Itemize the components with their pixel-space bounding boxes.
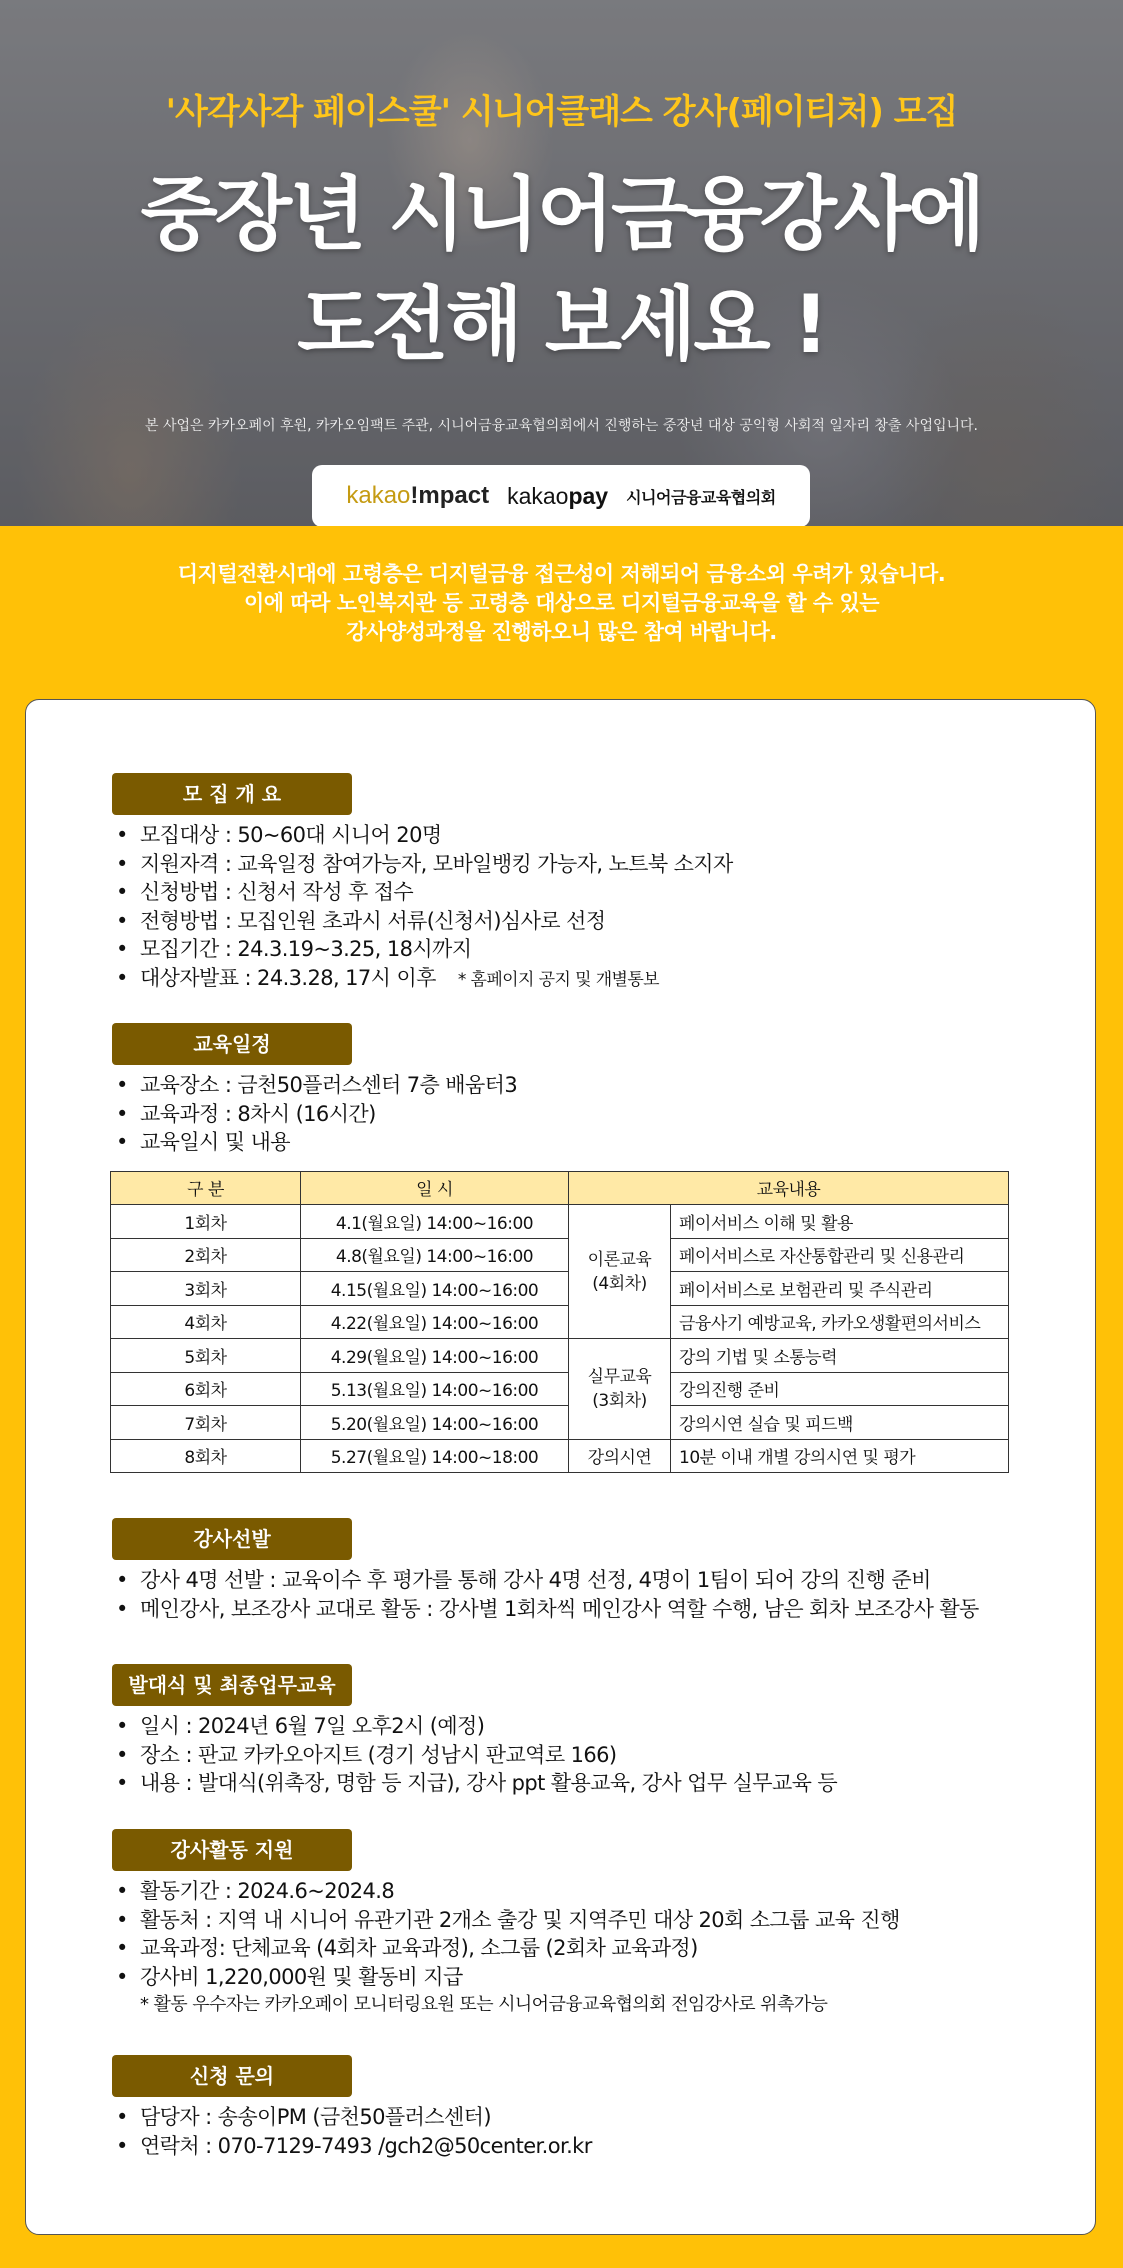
list-item: • 교육과정: 단체교육 (4회차 교육과정), 소그룹 (2회차 교육과정) (112, 1934, 900, 1963)
round-cell: 7회차 (111, 1406, 301, 1440)
group-cell: 실무교육 (3회차) (569, 1339, 671, 1440)
list-item: • 활동처 : 지역 내 시니어 유관기관 2개소 출강 및 지역주민 대상 20회 소그룹 교육 진행 (112, 1906, 900, 1935)
schedule-list (112, 1071, 1009, 1157)
intro-line: 이에 따라 노인복지관 등 고령층 대상으로 디지털금융교육을 할 수 있는 (243, 591, 880, 615)
list-item: • 담당자 : 송송이PM (금천50플러스센터) (112, 2103, 592, 2132)
group-cell: 강의시연 (569, 1439, 671, 1473)
date-cell: 5.13(월요일) 14:00~16:00 (301, 1372, 569, 1406)
round-cell: 6회차 (111, 1372, 301, 1406)
list-item: • 전형방법 : 모집인원 초과시 서류(신청서)심사로 선정 (112, 907, 733, 936)
content-cell: 금융사기 예방교육, 카카오생활편의서비스 (671, 1305, 1009, 1339)
content-cell: 강의진행 준비 (671, 1372, 1009, 1406)
section-badge: 강사활동 지원 (112, 1829, 352, 1871)
table-row (111, 1406, 1009, 1440)
round-cell: 2회차 (111, 1238, 301, 1272)
date-cell: 4.29(월요일) 14:00~16:00 (301, 1339, 569, 1373)
schedule-section (112, 1023, 1009, 1473)
table-row (111, 1205, 1009, 1239)
date-cell: 4.1(월요일) 14:00~16:00 (301, 1205, 569, 1239)
support-note: * 활동 우수자는 카카오페이 모니터링요원 또는 시니어금융교육협의회 전임강사로 위촉가능 (140, 1994, 828, 2015)
list-item: • 모집대상 : 50~60대 시니어 20명 (112, 821, 733, 850)
section-badge: 강사선발 (112, 1518, 352, 1560)
section-badge: 모 집 개 요 (112, 773, 352, 815)
list-item: • 대상자발표 : 24.3.28, 17시 이후 * 홈페이지 공지 및 개별통보 (112, 964, 733, 995)
date-cell: 4.22(월요일) 14:00~16:00 (301, 1305, 569, 1339)
contact-section (112, 2055, 592, 2160)
recruit-section (112, 773, 733, 994)
list-item: • 교육장소 : 금천50플러스센터 7층 배움터3 (112, 1071, 1009, 1100)
section-badge: 신청 문의 (112, 2055, 352, 2097)
list-item: • 일시 : 2024년 6월 7일 오후2시 (예정) (112, 1712, 837, 1741)
recruit-list (112, 821, 733, 994)
sponsor-logos (312, 465, 810, 526)
table-row (111, 1339, 1009, 1373)
association-logo: 시니어금융교육협의회 (626, 487, 776, 507)
launch-section (112, 1664, 837, 1798)
list-item: • 지원자격 : 교육일정 참여가능자, 모바일뱅킹 가능자, 노트북 소지자 (112, 850, 733, 879)
hero-sub-title: '사각사각 페이스쿨' 시니어클래스 강사(페이티처) 모집 (165, 92, 958, 132)
hero-title (0, 160, 1123, 380)
list-item: • 장소 : 판교 카카오아지트 (경기 성남시 판교역로 166) (112, 1741, 837, 1770)
section-badge: 발대식 및 최종업무교육 (112, 1664, 352, 1706)
table-header: 일 시 (301, 1171, 569, 1205)
support-section (112, 1829, 900, 2019)
list-item: • 교육과정 : 8차시 (16시간) (112, 1100, 1009, 1129)
schedule-table (110, 1171, 1009, 1474)
list-item: • 교육일시 및 내용 (112, 1128, 1009, 1157)
list-item: • 강사비 1,220,000원 및 활동비 지급 (112, 1963, 900, 1992)
list-item: • 내용 : 발대식(위촉장, 명함 등 지급), 강사 ppt 활용교육, 강사 업무 실무교육 등 (112, 1769, 837, 1798)
list-item: • 강사 4명 선발 : 교육이수 후 평가를 통해 강사 4명 선정, 4명이 1팀이 되어 강의 진행 준비 (112, 1566, 979, 1595)
kakao-impact-logo: kakao!mpact (346, 482, 490, 509)
content-cell: 페이서비스로 자산통합관리 및 신용관리 (671, 1238, 1009, 1272)
round-cell: 3회차 (111, 1272, 301, 1306)
section-badge: 교육일정 (112, 1023, 352, 1065)
round-cell: 1회차 (111, 1205, 301, 1239)
round-cell: 8회차 (111, 1439, 301, 1473)
content-cell: 페이서비스로 보험관리 및 주식관리 (671, 1272, 1009, 1306)
hero-banner (0, 0, 1123, 526)
selection-list (112, 1566, 979, 1623)
table-row (111, 1272, 1009, 1306)
list-item: • 연락처 : 070-7129-7493 /gch2@50center.or.kr (112, 2132, 592, 2161)
kakaopay-logo: kakaopay (507, 482, 609, 509)
content-cell: 강의 기법 및 소통능력 (671, 1339, 1009, 1373)
round-cell: 4회차 (111, 1305, 301, 1339)
intro-line: 디지털전환시대에 고령층은 디지털금융 접근성이 저해되어 금융소외 우려가 있습니다. (177, 562, 946, 586)
intro-text (0, 560, 1123, 647)
hero-title-line1: 중장년 시니어금융강사에 (140, 168, 983, 261)
date-cell: 4.8(월요일) 14:00~16:00 (301, 1238, 569, 1272)
announce-note: * 홈페이지 공지 및 개별통보 (457, 969, 659, 990)
content-cell: 페이서비스 이해 및 활용 (671, 1205, 1009, 1239)
list-item: • 활동기간 : 2024.6~2024.8 (112, 1877, 900, 1906)
launch-list (112, 1712, 837, 1798)
table-row (111, 1305, 1009, 1339)
table-header: 구 분 (111, 1171, 301, 1205)
content-cell: 10분 이내 개별 강의시연 및 평가 (671, 1439, 1009, 1473)
round-cell: 5회차 (111, 1339, 301, 1373)
list-item: • 신청방법 : 신청서 작성 후 접수 (112, 878, 733, 907)
selection-section (112, 1518, 979, 1623)
group-cell: 이론교육 (4회차) (569, 1205, 671, 1339)
hero-note: 본 사업은 카카오페이 후원, 카카오임팩트 주관, 시니어금융교육협의회에서 진행하는 중장년 대상 공익형 사회적 일자리 창출 사업입니다. (145, 418, 978, 434)
table-row (111, 1372, 1009, 1406)
contact-list (112, 2103, 592, 2160)
list-item: • 메인강사, 보조강사 교대로 활동 : 강사별 1회차씩 메인강사 역할 수행, 남은 회차 보조강사 활동 (112, 1595, 979, 1624)
content-cell: 강의시연 실습 및 피드백 (671, 1406, 1009, 1440)
table-row (111, 1238, 1009, 1272)
table-row (111, 1439, 1009, 1473)
intro-line: 강사양성과정을 진행하오니 많은 참여 바랍니다. (346, 620, 777, 644)
date-cell: 5.20(월요일) 14:00~16:00 (301, 1406, 569, 1440)
table-header: 교육내용 (569, 1171, 1009, 1205)
content-card (25, 699, 1096, 2235)
date-cell: 5.27(월요일) 14:00~18:00 (301, 1439, 569, 1473)
table-header-row (111, 1171, 1009, 1205)
list-item: • 모집기간 : 24.3.19~3.25, 18시까지 (112, 935, 733, 964)
date-cell: 4.15(월요일) 14:00~16:00 (301, 1272, 569, 1306)
support-list (112, 1877, 900, 1991)
hero-title-line2: 도전해 보세요 ! (297, 278, 826, 371)
